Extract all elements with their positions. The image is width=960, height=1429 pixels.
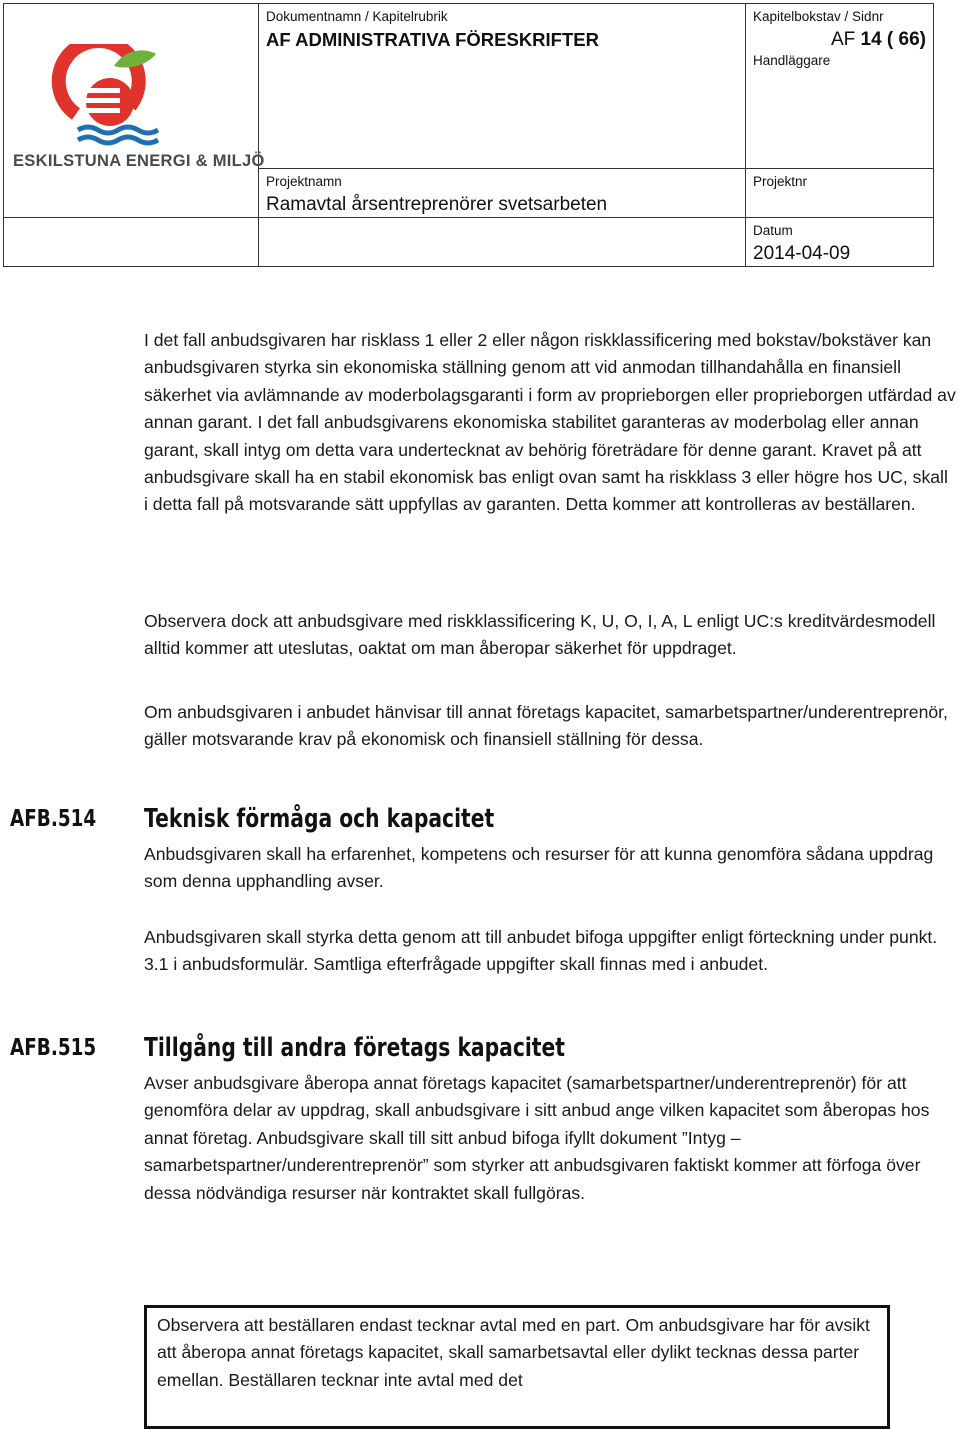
section-title-515: Tillgång till andra företags kapacitet: [144, 1033, 565, 1063]
section-number-515: AFB.515: [10, 1035, 97, 1061]
empty-cell-left: [4, 218, 259, 267]
paragraph-proof: Anbudsgivaren skall styrka detta genom att till anbudet bifoga uppgifter enligt förteckning under punkt. 3.1 i anbudsformulär. Samtliga efterfrågade uppgifter skall finnas med i anbudet.: [144, 927, 938, 975]
handler-caption: Handläggare: [753, 53, 831, 68]
paragraph-observe: Observera dock att anbudsgivare med riskklassificering K, U, O, I, A, L enligt UC:s kreditvärdesmodell alltid kommer att uteslutas, oaktat om man åberopar säkerhet för uppdraget.: [144, 611, 936, 659]
doc-title-cell: [259, 4, 746, 169]
paragraph-risk-class: I det fall anbudsgivaren har risklass 1 eller 2 eller någon riskklassificering med bokstav/bokstäver kan anbudsgivaren styrka sin ekonomiska ställning genom att vid anmodan tillhandahålla en finansiell säkerhet via avlämnande av moderbolagsgaranti i form av proprieborgen eller proprieborgen utfärdad av annan garant. I det fall anbudsgivarens ekonomiska stabilitet garanteras av moderbolag eller annan garant, skall intyg om detta vara undertecknat av behörig företrädare för denne garant. Kravet på att anbudsgivare skall ha en stabil ekonomisk bas enligt ovan samt ha riskklass 3 eller högre hos UC, skall i detta fall på motsvarande sätt uppfyllas av garanten. Detta kommer att kontrolleras av beställaren.: [144, 330, 956, 515]
doc-title: AF ADMINISTRATIVA FÖRESKRIFTER: [266, 29, 599, 50]
section-title-514: Teknisk förmåga och kapacitet: [144, 804, 495, 834]
page-prefix: AF: [830, 29, 856, 50]
logo-text: ESKILSTUNA ENERGI & MILJÖ: [13, 152, 265, 170]
note-box: [144, 1305, 890, 1429]
logo-cell: [4, 4, 265, 218]
project-name: Ramavtal årsentreprenörer svetsarbeten: [266, 194, 608, 215]
body-paragraph-1: [144, 327, 956, 519]
project-number-cell: [746, 169, 934, 218]
section-514-paragraph-1: [144, 841, 956, 896]
page-value: 14 ( 66): [860, 29, 926, 50]
paragraph-capacity-reference: Om anbudsgivaren i anbudet hänvisar till annat företags kapacitet, samarbetspartner/underentreprenör, gäller motsvarande krav på ekonomisk och finansiell ställning för dessa.: [144, 702, 948, 750]
section-515-paragraph: [144, 1070, 956, 1207]
document-header: [3, 3, 934, 267]
note-text: Observera att beställaren endast tecknar avtal med en part. Om anbudsgivare har för avsikt att åberopa annat företags kapacitet, skall samarbetsavtal eller dylikt tecknas dessa parter emellan. Beställaren tecknar inte avtal med det: [157, 1315, 870, 1390]
section-514-paragraph-2: [144, 924, 956, 979]
body-paragraph-2: [144, 608, 956, 663]
doc-title-caption: Dokumentnamn / Kapitelrubrik: [266, 9, 448, 24]
date-caption: Datum: [753, 223, 793, 238]
page-number: [753, 28, 926, 52]
company-logo: [18, 44, 178, 152]
paragraph-other-company-capacity: Avser anbudsgivare åberopa annat företags kapacitet (samarbetspartner/underentreprenör) för att genomföra delar av uppdrag, skall anbudsgivare i sitt anbud ange vilken kapacitet som åberopas hos annat företag. Anbudsgivare skall till sitt anbud bifoga ifyllt dokument ”Intyg – samarbetspartner/underentreprenör” som styrker att anbudsgivaren faktiskt kommer att förfoga över dessa nödvändiga resurser när kontraktet skall fullgöras.: [144, 1073, 930, 1203]
date-value: 2014-04-09: [753, 243, 851, 264]
project-caption: Projektnamn: [266, 174, 342, 189]
projnr-caption: Projektnr: [753, 174, 808, 189]
paragraph-technical-capacity: Anbudsgivaren skall ha erfarenhet, kompetens och resurser för att kunna genomföra sådana uppdrag som denna upphandling avser.: [144, 844, 934, 892]
body-paragraph-3: [144, 699, 956, 754]
date-cell: [746, 218, 934, 267]
section-number-514: AFB.514: [10, 806, 97, 832]
page-cell: [746, 4, 934, 169]
page-caption: Kapitelbokstav / Sidnr: [753, 9, 884, 24]
empty-cell-middle: [259, 218, 746, 267]
project-name-cell: [259, 169, 746, 218]
